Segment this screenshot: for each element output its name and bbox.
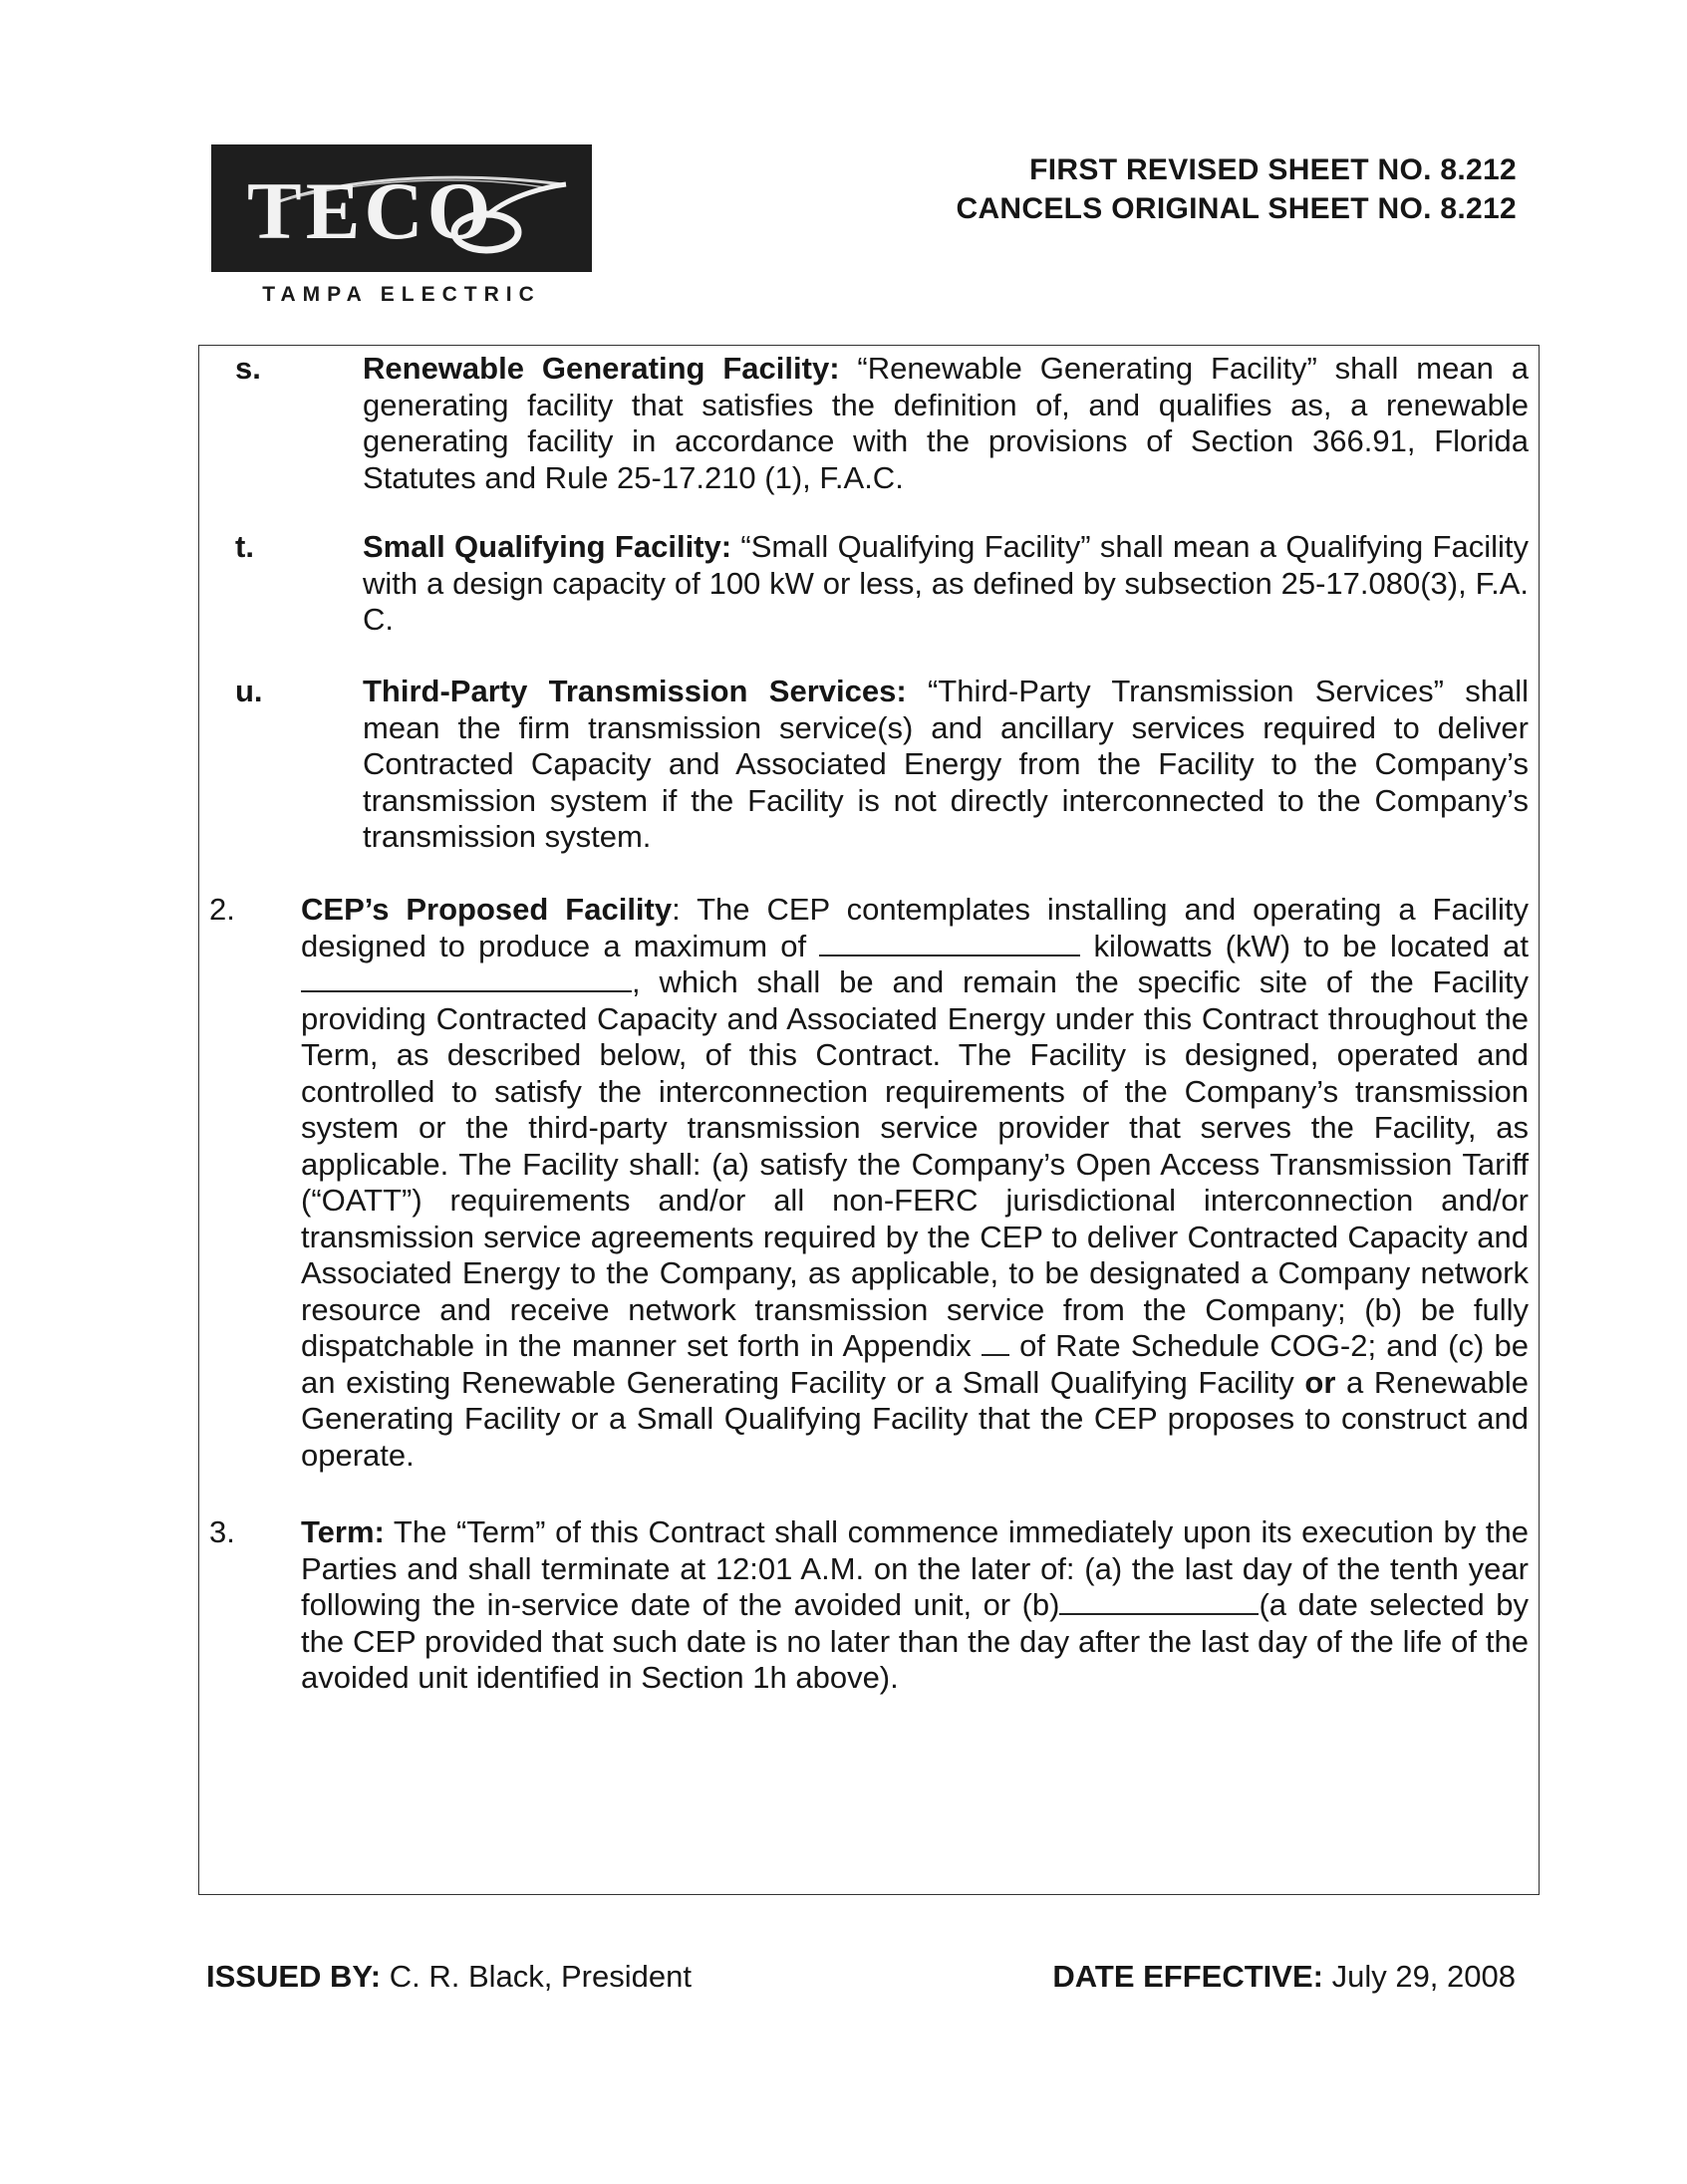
date-effective-label: DATE EFFECTIVE: bbox=[1052, 1959, 1323, 1994]
definition-label: s. bbox=[235, 351, 261, 386]
definition-term: Renewable Generating Facility: bbox=[363, 351, 840, 386]
section-2-number: 2. bbox=[209, 892, 235, 927]
definition-text: “Renewable Generating Facility” shall mean a generating facility that satisfies the definition of, and qualifies as, a renewable generating facility in accordance with the provisions of Section 366.91, Florida Statutes and Rule 25-17.210 (1), F.A.C. bbox=[363, 351, 1529, 495]
issued-by bbox=[206, 1959, 692, 1995]
location-blank bbox=[301, 964, 632, 992]
definition-u bbox=[235, 674, 1530, 856]
logo-wordmark: TECO bbox=[247, 165, 495, 256]
definition-t bbox=[235, 529, 1529, 639]
logo-subtitle: TAMPA ELECTRIC bbox=[262, 283, 541, 306]
date-effective bbox=[1052, 1959, 1516, 1995]
section-2 bbox=[301, 892, 1529, 1474]
section-3 bbox=[301, 1514, 1529, 1697]
definition-term: Third-Party Transmission Services: bbox=[363, 674, 907, 708]
section-2-text-a: : The CEP contemplates installing and operating a Facility designed to produce a maximum of bbox=[301, 892, 1529, 963]
definition-term: Small Qualifying Facility: bbox=[363, 529, 732, 564]
section-2-or: or bbox=[1304, 1364, 1336, 1400]
definition-label: u. bbox=[235, 674, 263, 708]
capacity-blank bbox=[819, 929, 1080, 956]
definition-text: “Small Qualifying Facility” shall mean a Qualifying Facility with a design capacity of 100 kW or less, as defined by subsection 25-17.080(3), F.A. C. bbox=[363, 529, 1529, 637]
appendix-blank bbox=[982, 1328, 1009, 1356]
section-3-text-a: The “Term” of this Contract shall commence immediately upon its execution by the Parties and shall terminate at 12:01 A.M. on the later of: (a) the last day of the tenth year following the in-service date of the avoided unit, or (b) bbox=[301, 1514, 1529, 1622]
section-2-text-c: , which shall be and remain the specific site of the Facility providing Contracted Capacity and Associated Energy under this Contract throughout the Term, as described below, of this Contract. The Facility is designed, operated and controlled to satisfy the interconnection requirements of the Company’s transmission system or the third-party transmission service provider that serves the Facility, as applicable. The Facility shall: (a) satisfy the Company’s Open Access Transmission Tariff (“OATT”) requirements and/or all non-FERC jurisdictional interconnection and/or transmission service agreements required by the CEP to deliver Contracted Capacity and Associated Energy to the Company, as applicable, to be designated a Company network resource and receive network transmission service from the Company; (b) be fully dispatchable in the manner set forth in Appendix bbox=[301, 964, 1529, 1363]
definition-s bbox=[235, 351, 1529, 496]
sheet-number-line: FIRST REVISED SHEET NO. 8.212 bbox=[1029, 153, 1517, 186]
section-3-title: Term: bbox=[301, 1514, 385, 1549]
definition-label: t. bbox=[235, 529, 254, 564]
section-3-number: 3. bbox=[209, 1514, 235, 1549]
issued-by-value: C. R. Black, President bbox=[381, 1959, 692, 1994]
section-2-text-d: of Rate Schedule COG-2; and (c) be an existing Renewable Generating Facility or a Small Qualifying Facility bbox=[301, 1328, 1529, 1400]
sheet-number-header bbox=[957, 150, 1518, 228]
teco-logo bbox=[211, 144, 592, 272]
date-blank bbox=[1059, 1587, 1259, 1615]
section-2-text-b: kilowatts (kW) to be located at bbox=[1080, 928, 1529, 963]
section-2-text-e: a Renewable Generating Facility or a Small Qualifying Facility that the CEP proposes to construct and operate. bbox=[301, 1364, 1530, 1473]
date-effective-value: July 29, 2008 bbox=[1322, 1959, 1516, 1994]
cancels-sheet-line: CANCELS ORIGINAL SHEET NO. 8.212 bbox=[956, 192, 1517, 225]
definition-text: “Third-Party Transmission Services” shall mean the firm transmission service(s) and ancillary services required to deliver Contracted Capacity and Associated Energy from the Facility to the Company’s transmission system if the Facility is not directly interconnected to the Company’s transmission system. bbox=[363, 674, 1530, 854]
section-2-title: CEP’s Proposed Facility bbox=[301, 892, 673, 927]
issued-by-label: ISSUED BY: bbox=[206, 1959, 382, 1994]
section-3-text-b: (a date selected by the CEP provided that such date is no later than the day after the last day of the life of the avoided unit identified in Section 1h above). bbox=[301, 1587, 1529, 1695]
